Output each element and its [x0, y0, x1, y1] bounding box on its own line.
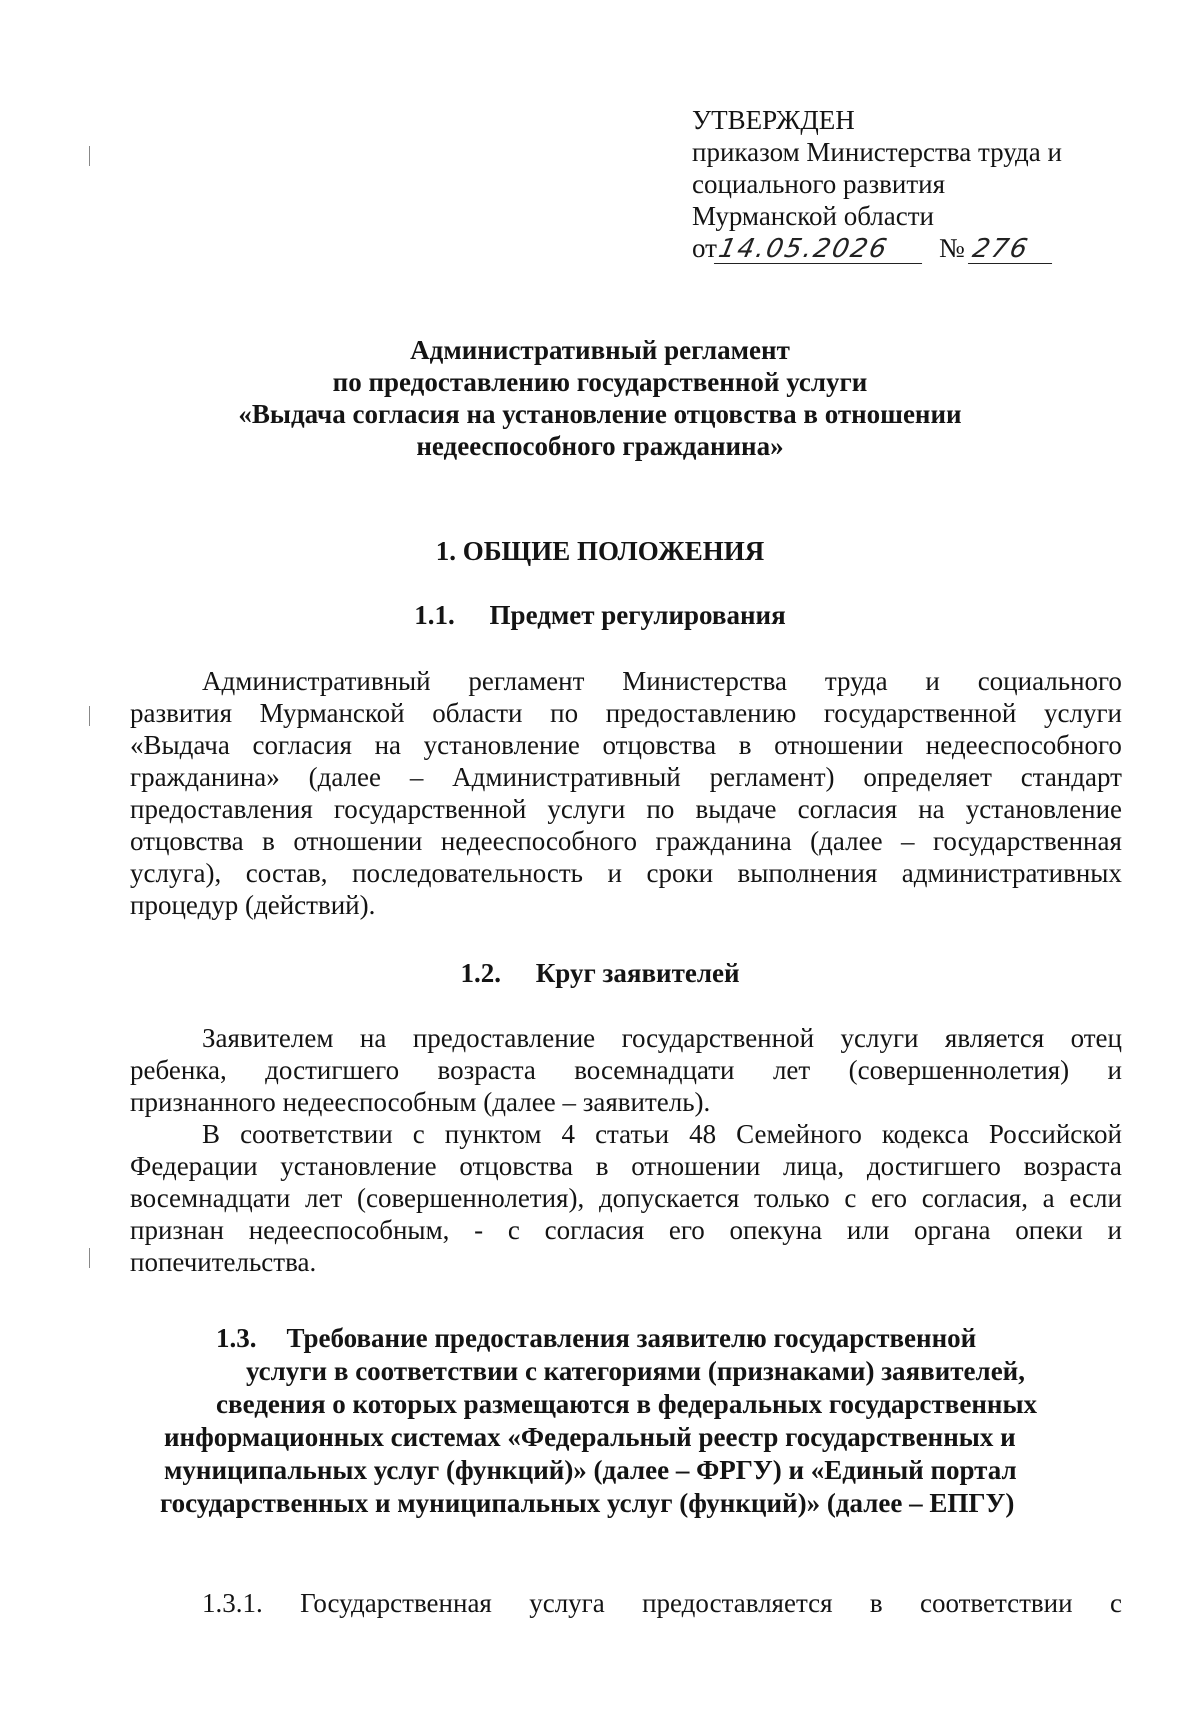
word: отцовства — [602, 730, 717, 760]
word: по — [646, 794, 675, 824]
word: стандарт — [1020, 762, 1122, 792]
word: «Выдача — [130, 730, 230, 760]
word: – — [562, 1087, 576, 1117]
word: (далее — [308, 762, 381, 792]
word: соответствии — [240, 1119, 393, 1149]
text-line — [130, 857, 1122, 889]
word: органа — [914, 1215, 991, 1245]
title-line: по предоставлению государственной услуги — [332, 367, 868, 397]
word: выполнения — [737, 858, 878, 888]
word: Административный — [202, 666, 431, 696]
word: согласия — [544, 1215, 645, 1245]
approval-line: Мурманской области — [692, 201, 934, 231]
subsection-number: 1.3. — [216, 1323, 257, 1353]
word: или — [846, 1215, 890, 1245]
word: Заявителем — [202, 1023, 334, 1053]
word: предоставление — [412, 1023, 596, 1053]
paragraph-1-2-a — [130, 1022, 1122, 1118]
word: восемнадцати — [574, 1055, 735, 1085]
word: согласия — [797, 794, 898, 824]
word: предоставлению — [605, 698, 797, 728]
word: - — [474, 1215, 484, 1245]
text-line — [130, 889, 1122, 921]
subsection-heading-line: государственных и муниципальных услуг (функций)» (далее – ЕПГУ) — [160, 1488, 1015, 1518]
word: отношении — [631, 1151, 761, 1181]
word: признан — [130, 1215, 224, 1245]
word: – — [901, 826, 915, 856]
word: В — [202, 1119, 221, 1149]
word: достигшего — [265, 1055, 400, 1085]
word: государственной — [823, 698, 1017, 728]
text-line — [130, 1054, 1122, 1086]
word: Административный — [452, 762, 681, 792]
subsection-heading-line: информационных системах «Федеральный реестр государственных и — [164, 1422, 1016, 1452]
word: на — [374, 730, 402, 760]
handwritten-number: 276 — [968, 235, 1058, 264]
word: достигшего — [866, 1151, 1001, 1181]
word: возраста — [1023, 1151, 1122, 1181]
word: услуги — [840, 1023, 919, 1053]
text-line — [130, 1182, 1122, 1214]
word: состав, — [245, 858, 328, 888]
word: Мурманской — [259, 698, 405, 728]
word: Семейного — [736, 1119, 862, 1149]
word: на — [918, 794, 945, 824]
word: признанного — [130, 1087, 276, 1117]
word: опеки — [1015, 1215, 1083, 1245]
word: соответствии — [920, 1588, 1073, 1618]
word: и — [607, 858, 622, 888]
word: попечительства. — [130, 1247, 317, 1277]
word: недееспособным, — [248, 1215, 450, 1245]
word: только — [754, 1183, 830, 1213]
text-line — [130, 1214, 1122, 1246]
approval-line: социального развития — [692, 169, 946, 199]
word: с — [507, 1215, 520, 1245]
word: заявитель). — [582, 1087, 711, 1117]
word: недееспособным — [282, 1087, 477, 1117]
document-title — [140, 334, 1060, 462]
word: отношении — [293, 826, 423, 856]
handwritten-date: 14.05.2026 — [714, 235, 928, 264]
text-line — [130, 1246, 1122, 1278]
word: (далее — [483, 1087, 556, 1117]
text-line — [130, 825, 1122, 857]
word: отношении — [774, 730, 904, 760]
word: отцовства — [459, 1151, 573, 1181]
word: гражданина» — [130, 762, 280, 792]
word: допускается — [598, 1183, 740, 1213]
word: лица, — [783, 1151, 845, 1181]
word: в — [595, 1151, 609, 1181]
section-heading: 1. ОБЩИЕ ПОЛОЖЕНИЯ — [435, 536, 765, 566]
word: – — [409, 762, 424, 792]
title-line: недееспособного гражданина» — [416, 431, 784, 461]
word: возраста — [437, 1055, 536, 1085]
word: Государственная — [300, 1588, 492, 1618]
word: предоставляется — [642, 1588, 833, 1618]
approval-block — [692, 104, 1112, 264]
word: является — [944, 1023, 1045, 1053]
subsection-heading-1-1 — [140, 600, 1060, 631]
word: Российской — [988, 1119, 1122, 1149]
word: области — [432, 698, 523, 728]
text-line — [130, 761, 1122, 793]
margin-mark — [89, 706, 90, 726]
word: и — [1107, 1055, 1122, 1085]
word: установление — [965, 794, 1122, 824]
word: гражданина — [655, 826, 792, 856]
text-line — [130, 1150, 1122, 1182]
text-line — [130, 697, 1122, 729]
text-line — [130, 729, 1122, 761]
title-line: «Выдача согласия на установление отцовства в отношении — [238, 399, 962, 429]
word: отцовства — [130, 826, 244, 856]
word: выдаче — [695, 794, 777, 824]
word: установление — [423, 730, 580, 760]
paragraph-1-1 — [130, 665, 1122, 921]
word: 1.3.1. — [202, 1588, 263, 1618]
word: регламент) — [709, 762, 835, 792]
word: в — [262, 826, 275, 856]
subsection-heading-line: услуги в соответствии с категориями (признаками) заявителей, — [246, 1356, 1025, 1386]
word: услуги — [1043, 698, 1122, 728]
word: государственной — [333, 794, 527, 824]
word: согласия, — [921, 1183, 1028, 1213]
word: труда — [824, 666, 888, 696]
margin-mark — [89, 146, 90, 166]
word: развития — [130, 698, 233, 728]
word: опекуна — [729, 1215, 823, 1245]
word: его — [668, 1215, 705, 1245]
word: предоставления — [130, 794, 313, 824]
word: 48 — [689, 1119, 717, 1149]
paragraph-1-3-1 — [130, 1587, 1122, 1619]
word: статьи — [595, 1119, 670, 1149]
word: ребенка, — [130, 1055, 227, 1085]
word: (совершеннолетия), — [356, 1183, 585, 1213]
word: Федерации — [130, 1151, 258, 1181]
text-line — [130, 1587, 1122, 1619]
word: услуги — [547, 794, 626, 824]
word: определяет — [863, 762, 992, 792]
text-line — [130, 793, 1122, 825]
word: государственной — [621, 1023, 815, 1053]
word: в — [869, 1588, 883, 1618]
subsection-heading-line: муниципальных услуг (функций)» (далее – ФРГУ) и «Единый портал — [164, 1455, 1017, 1485]
subsection-heading-1-2 — [140, 958, 1060, 989]
word: процедур — [130, 890, 239, 920]
subsection-number: 1.1. — [414, 600, 455, 630]
subsection-heading-line — [140, 1322, 1100, 1355]
word: и — [1107, 1215, 1122, 1245]
word: (совершеннолетия) — [848, 1055, 1070, 1085]
word: лет — [772, 1055, 811, 1085]
word: (действий). — [245, 890, 376, 920]
word: установление — [280, 1151, 437, 1181]
text-line — [130, 1086, 1122, 1118]
word: последовательность — [352, 858, 583, 888]
subsection-title: Требование предоставления заявителю государственной — [286, 1323, 977, 1353]
word: недееспособного — [440, 826, 637, 856]
word: недееспособного — [925, 730, 1122, 760]
word: пунктом — [444, 1119, 542, 1149]
approval-line: приказом Министерства труда и — [692, 137, 1062, 167]
word: с — [844, 1183, 857, 1213]
word: Министерства — [622, 666, 787, 696]
text-line — [130, 665, 1122, 697]
word: сроки — [646, 858, 714, 888]
title-line: Административный регламент — [410, 335, 790, 365]
word: с — [412, 1119, 425, 1149]
word: кодекса — [881, 1119, 969, 1149]
word: 4 — [561, 1119, 575, 1149]
word: согласия — [252, 730, 352, 760]
word: по — [550, 698, 579, 728]
word: восемнадцати — [130, 1183, 291, 1213]
subsection-heading-1-3 — [140, 1322, 1100, 1520]
word: в — [738, 730, 752, 760]
word: лет — [305, 1183, 343, 1213]
word: и — [925, 666, 940, 696]
subsection-heading-line: сведения о которых размещаются в федеральных государственных — [216, 1389, 1038, 1419]
paragraph-1-2-b — [130, 1118, 1122, 1278]
word: административных — [901, 858, 1122, 888]
subsection-title: Круг заявителей — [535, 958, 740, 988]
word: на — [359, 1023, 387, 1053]
approval-heading: УТВЕРЖДЕН — [692, 105, 855, 135]
text-line — [130, 1118, 1122, 1150]
word: а — [1042, 1183, 1055, 1213]
text-line — [130, 1022, 1122, 1054]
margin-mark — [89, 1248, 90, 1268]
word: (далее — [810, 826, 883, 856]
approval-date-line — [692, 232, 1112, 264]
number-prefix: № — [938, 233, 965, 263]
subsection-number: 1.2. — [460, 958, 501, 988]
word: услуга — [529, 1588, 605, 1618]
word: его — [871, 1183, 907, 1213]
word: услуга), — [130, 858, 222, 888]
word: социального — [977, 666, 1122, 696]
subsection-title: Предмет регулирования — [489, 600, 786, 630]
word: если — [1069, 1183, 1122, 1213]
date-prefix: от — [692, 233, 717, 263]
word: отец — [1070, 1023, 1122, 1053]
word: с — [1109, 1588, 1122, 1618]
word: регламент — [468, 666, 585, 696]
word: государственная — [933, 826, 1122, 856]
